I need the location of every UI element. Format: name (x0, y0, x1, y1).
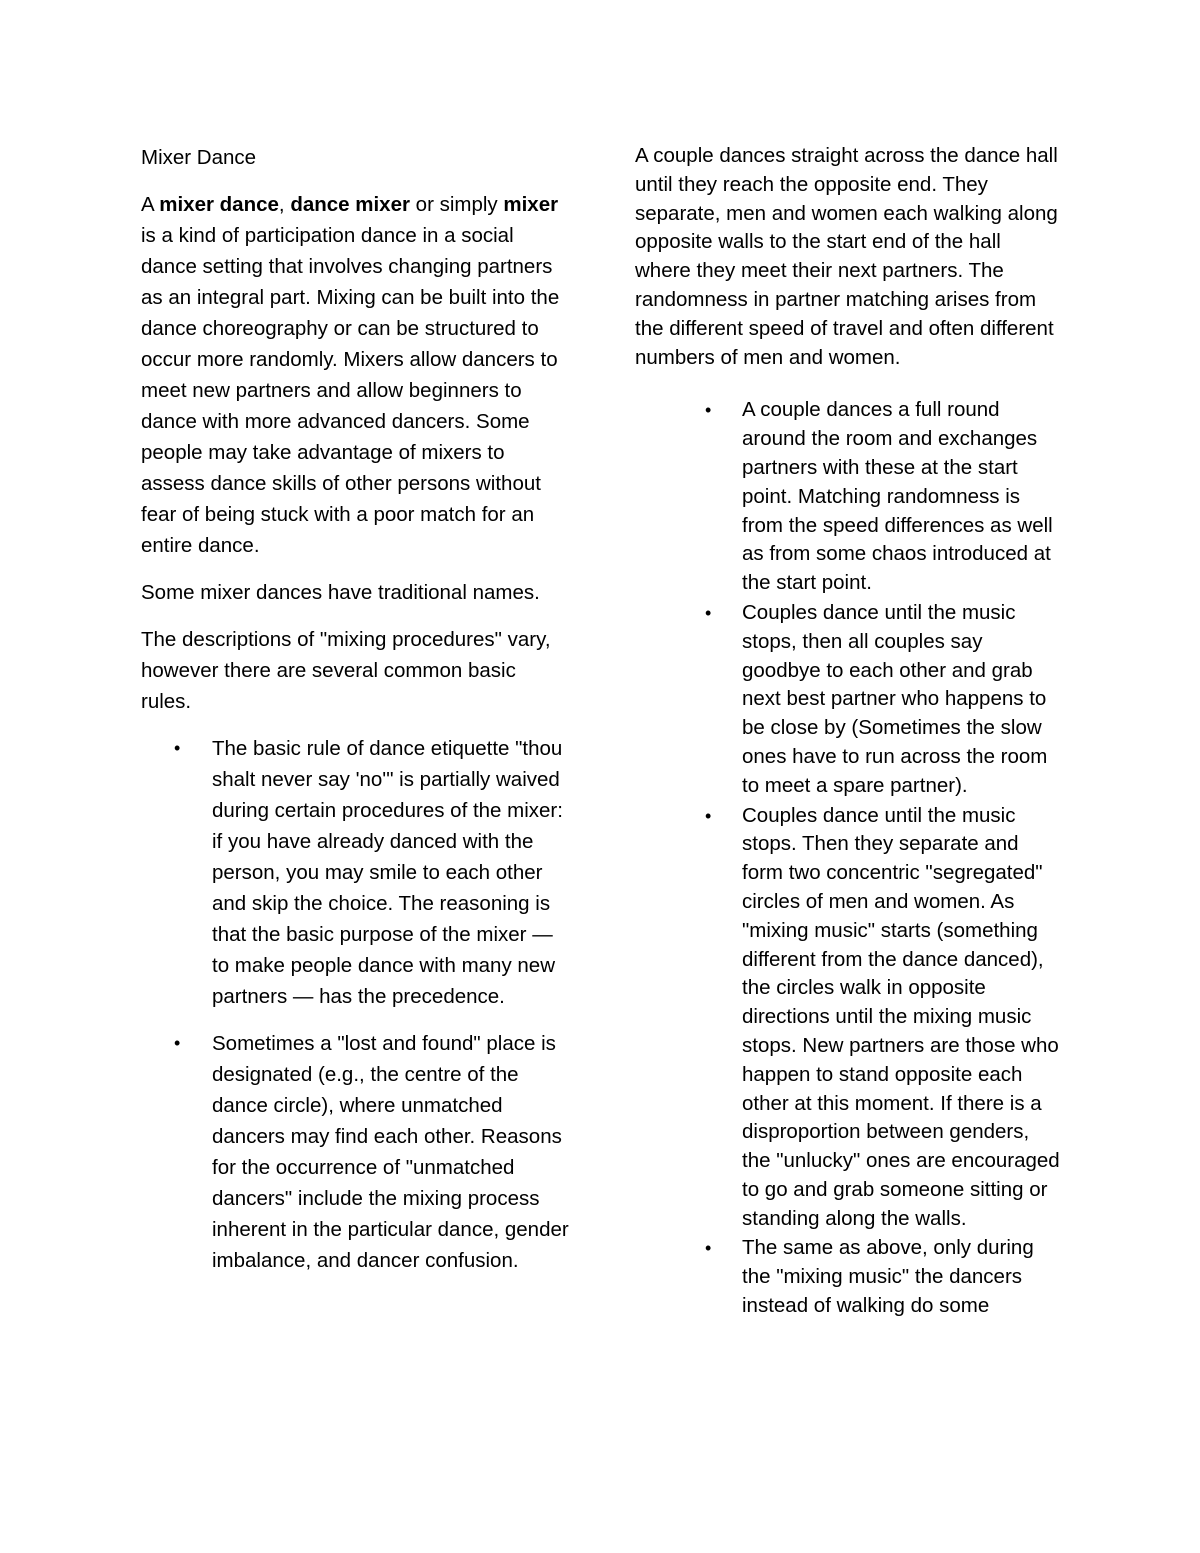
descriptions-paragraph: The descriptions of "mixing procedures" vary, however there are several common basic rules. (141, 628, 551, 713)
list-item (635, 1234, 1060, 1320)
intro-paragraph (141, 189, 569, 561)
term-mixer-dance: mixer dance (159, 193, 279, 216)
traditional-names-paragraph: Some mixer dances have traditional names. (141, 581, 540, 604)
list-item (635, 802, 1060, 1234)
bullet-icon: • (705, 805, 712, 826)
intro-separator: , (278, 193, 291, 216)
rule-text: Sometimes a "lost and found" place is designated (e.g., the centre of the dance circle), where unmatched dancers may find each other. Reasons for the occurrence of "unmatched dancers" include the mixing process inherent in the particular dance, gender imbalance, and dancer confusion. (212, 1032, 569, 1272)
bullet-icon: • (705, 1238, 712, 1259)
page-title: Mixer Dance (141, 146, 257, 169)
procedure-text: Couples dance until the music stops, then all couples say goodbye to each other and grab next best partner who happens to be close by (Sometimes the slow ones have to run across the room to meet a spare partner). (742, 600, 1048, 797)
bullet-icon: • (174, 1033, 181, 1053)
rule-text: The basic rule of dance etiquette "thou shalt never say 'no'" is partially waived during certain procedures of the mixer: if you have already danced with the person, you may smile to each other and skip the choice. The reasoning is that the basic purpose of the mixer — to make people dance with many new partners — has the precedence. (212, 737, 563, 1008)
bullet-icon: • (174, 738, 181, 758)
intro-prefix: A (141, 193, 160, 216)
term-dance-mixer: dance mixer (290, 193, 410, 216)
procedure-text: The same as above, only during the "mixing music" the dancers instead of walking do some (742, 1236, 1034, 1318)
list-item (635, 396, 1060, 598)
procedure-text: Couples dance until the music stops. Then they separate and form two concentric "segregated" circles of men and women. As "mixing music" starts (something different from the dance danced), the circles walk in opposite directions until the mixing music stops. New partners are those who happen to stand opposite each other at this moment. If there is a disproportion between genders, the "unlucky" ones are encouraged to go and grab someone sitting or standing along the walls. (742, 803, 1060, 1230)
list-item (141, 1028, 569, 1276)
bullet-icon: • (705, 602, 712, 623)
left-column (141, 142, 569, 1292)
bullet-icon: • (705, 400, 712, 421)
list-item (141, 733, 569, 1012)
intro-rest: is a kind of participation dance in a social dance setting that involves changing partners as an integral part. Mixing can be built into the dance choreography or can be structured to occur more randomly. Mixers allow dancers to meet new partners and allow beginners to dance with more advanced dancers. Some people may take advantage of mixers to assess dance skills of other persons without fear of being stuck with a poor match for an entire dance. (141, 224, 560, 557)
term-mixer: mixer (503, 193, 559, 216)
intro-middle: or simply (409, 193, 504, 216)
procedure-text: A couple dances a full round around the room and exchanges partners with these at the start point. Matching randomness is from the speed differences as well as from some chaos introduced at the start point. (742, 398, 1053, 595)
basic-rules-list (141, 733, 569, 1276)
right-column (635, 142, 1060, 1322)
list-item (635, 599, 1060, 801)
straight-across-paragraph: A couple dances straight across the dance hall until they reach the opposite end. They separate, men and women each walking along opposite walls to the start end of the hall where they meet their next partners. The randomness in partner matching arises from the different speed of travel and often different numbers of men and women. (635, 144, 1058, 369)
procedures-list (635, 396, 1060, 1321)
